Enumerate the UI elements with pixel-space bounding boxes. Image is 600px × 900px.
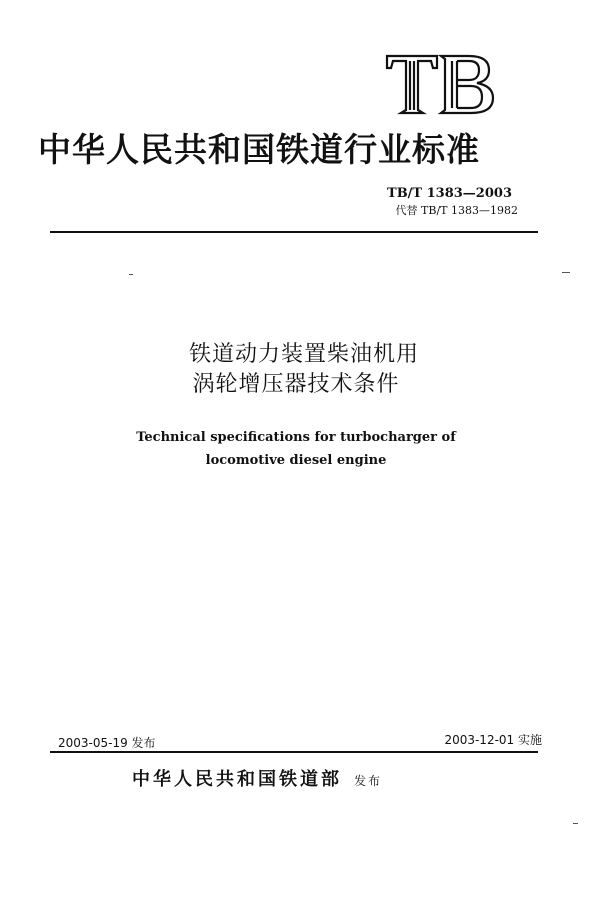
implement-date: 2003-12-01 实施 xyxy=(444,733,542,747)
document-title-cn-line1: 铁道动力装置柴油机用 xyxy=(188,342,419,367)
tb-logo-text xyxy=(385,52,495,116)
scan-speck xyxy=(129,274,133,275)
scan-speck xyxy=(562,272,570,273)
document-title-cn-line2: 涡轮增压器技术条件 xyxy=(192,372,400,397)
document-title-en-line1: Technical specifications for turbocharger of xyxy=(136,430,456,445)
publish-date: 2003-05-19 发布 xyxy=(58,736,156,750)
bottom-divider xyxy=(50,751,538,753)
replaces-standard: 代替 TB/T 1383—1982 xyxy=(395,204,518,217)
standard-category-title: 中华人民共和国铁道行业标准 xyxy=(38,130,480,169)
issuer-line xyxy=(132,765,382,791)
issuer-name: 中华人民共和国铁道部 xyxy=(132,769,342,790)
document-title-en-line2: locomotive diesel engine xyxy=(205,453,387,468)
top-divider xyxy=(50,231,538,233)
issuer-action: 发布 xyxy=(354,774,383,788)
scan-speck xyxy=(573,823,578,824)
standard-code: TB/T 1383—2003 xyxy=(387,186,512,201)
